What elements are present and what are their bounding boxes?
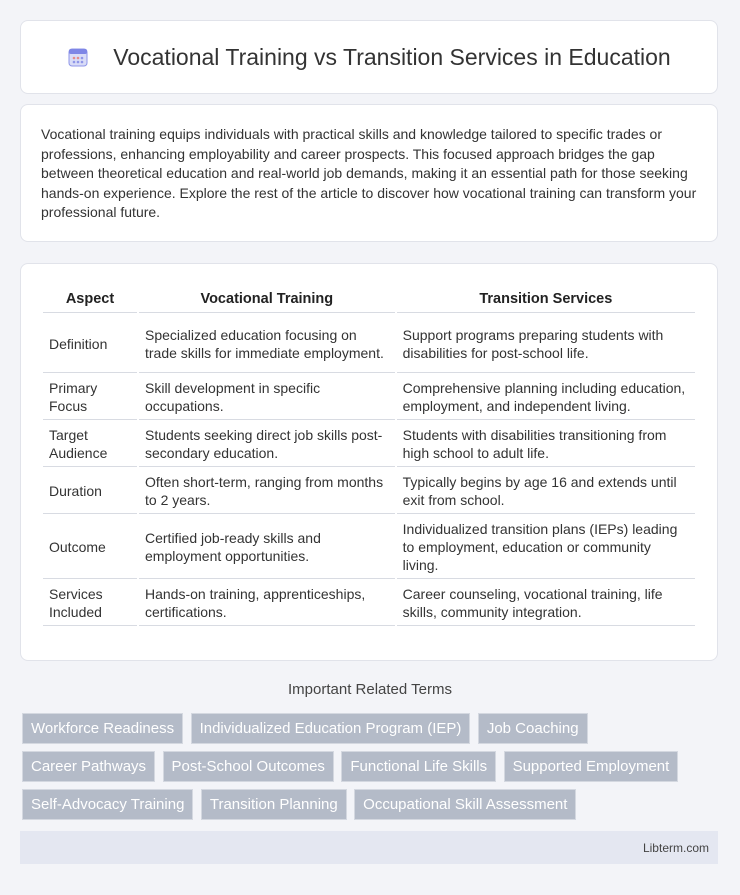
related-terms-list — [22, 713, 722, 827]
table-header-row — [43, 286, 695, 313]
table-row — [43, 581, 695, 626]
row-vocational: Hands-on training, apprenticeships, certifications. — [139, 581, 395, 626]
row-aspect: Definition — [43, 315, 137, 373]
row-aspect: Outcome — [43, 516, 137, 579]
header-vocational-training: Vocational Training — [139, 286, 395, 313]
table-row — [43, 469, 695, 514]
row-vocational: Specialized education focusing on trade skills for immediate employment. — [139, 315, 395, 373]
term-tag[interactable]: Supported Employment — [504, 751, 679, 782]
intro-text: Vocational training equips individuals with practical skills and knowledge tailored to specific trades or professions, enhancing employability and career prospects. This focused approach bridges the gap between theoretical education and real-world job demands, making it an essential path for those seeking hands-on experience. Explore the rest of the article to discover how vocational training can transform your professional future. — [41, 126, 697, 220]
term-tag[interactable]: Occupational Skill Assessment — [354, 789, 576, 820]
term-tag[interactable]: Job Coaching — [478, 713, 588, 744]
row-aspect: Services Included — [43, 581, 137, 626]
row-vocational: Often short-term, ranging from months to 2 years. — [139, 469, 395, 514]
term-tag[interactable]: Workforce Readiness — [22, 713, 183, 744]
footer — [20, 831, 718, 864]
row-vocational: Certified job-ready skills and employment opportunities. — [139, 516, 395, 579]
table-row — [43, 375, 695, 420]
row-aspect: Duration — [43, 469, 137, 514]
calendar-grid-icon — [67, 46, 89, 68]
row-transition: Individualized transition plans (IEPs) leading to employment, education or community living. — [397, 516, 695, 579]
term-tag[interactable]: Self-Advocacy Training — [22, 789, 193, 820]
row-transition: Typically begins by age 16 and extends until exit from school. — [397, 469, 695, 514]
term-tag[interactable]: Post-School Outcomes — [163, 751, 334, 782]
row-transition: Students with disabilities transitioning from high school to adult life. — [397, 422, 695, 467]
comparison-table — [41, 284, 697, 628]
term-tag[interactable]: Transition Planning — [201, 789, 347, 820]
intro-card — [20, 104, 718, 242]
row-transition: Career counseling, vocational training, life skills, community integration. — [397, 581, 695, 626]
table-row — [43, 422, 695, 467]
header-transition-services: Transition Services — [397, 286, 695, 313]
row-transition: Support programs preparing students with disabilities for post-school life. — [397, 315, 695, 373]
row-aspect: Primary Focus — [43, 375, 137, 420]
row-aspect: Target Audience — [43, 422, 137, 467]
row-vocational: Students seeking direct job skills post-secondary education. — [139, 422, 395, 467]
term-tag[interactable]: Career Pathways — [22, 751, 155, 782]
comparison-table-card — [20, 263, 718, 661]
table-row — [43, 315, 695, 373]
table-row — [43, 516, 695, 579]
related-terms-title: Important Related Terms — [288, 681, 452, 698]
term-tag[interactable]: Individualized Education Program (IEP) — [191, 713, 471, 744]
row-vocational: Skill development in specific occupations. — [139, 375, 395, 420]
row-transition: Comprehensive planning including education, employment, and independent living. — [397, 375, 695, 420]
term-tag[interactable]: Functional Life Skills — [341, 751, 496, 782]
header-aspect: Aspect — [43, 286, 137, 313]
header-card — [20, 20, 718, 94]
footer-site-link[interactable]: Libterm.com — [642, 841, 709, 855]
page-title: Vocational Training vs Transition Services in Education — [113, 43, 671, 70]
